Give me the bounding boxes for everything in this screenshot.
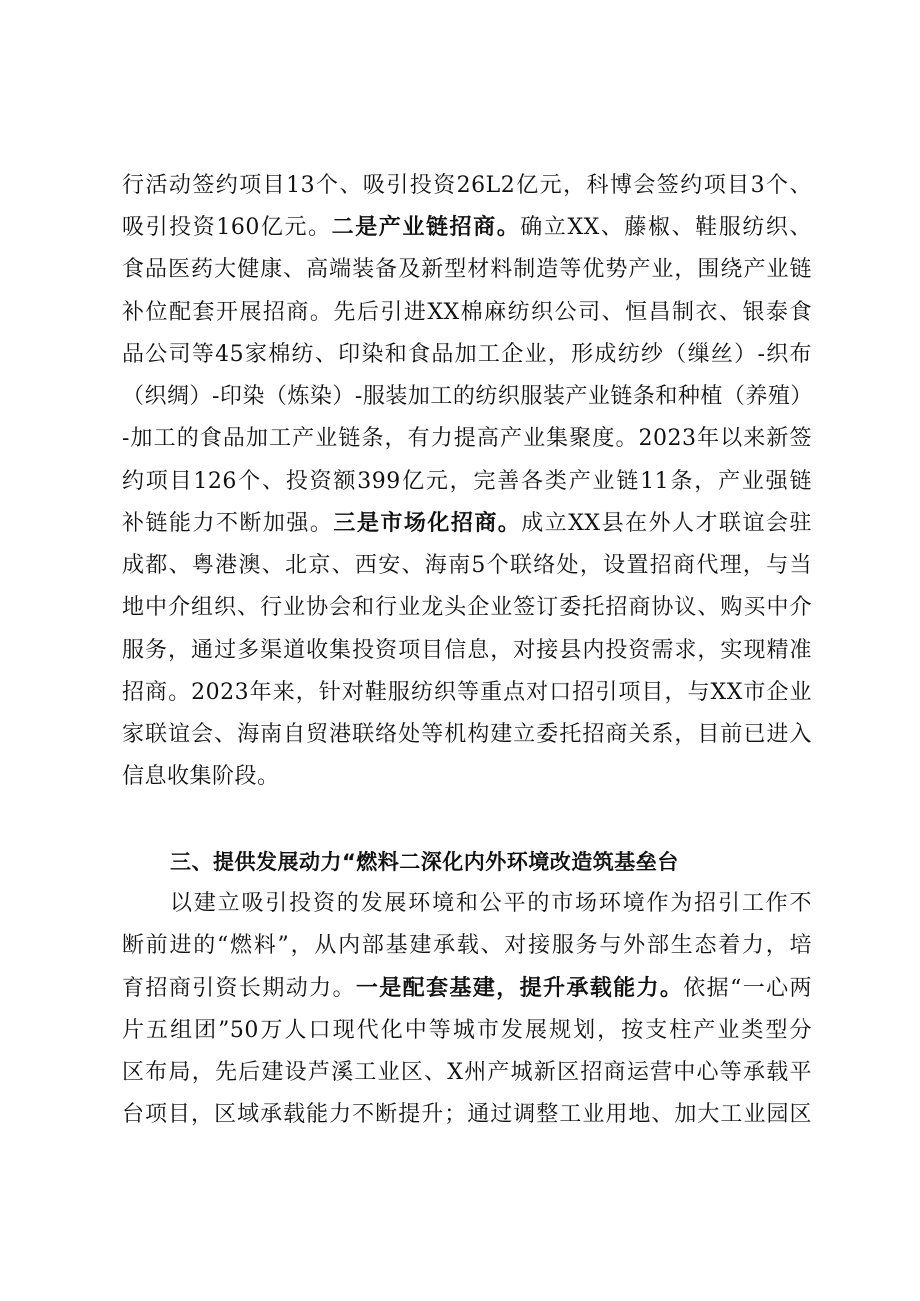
- paragraph-line: 台项目，区域承载能力不断提升；通过调整工业用地、加大工业园区: [122, 1102, 812, 1127]
- paragraph-line: 食品医药大健康、高端装备及新型材料制造等优势产业，围绕产业链: [122, 257, 812, 282]
- text-run: 成立XX县在外人才联谊会驻: [521, 511, 812, 536]
- paragraph-line: 成都、粤港澳、北京、西安、海南5个联络处，设置招商代理，与当: [122, 553, 812, 578]
- paragraph-line: 断前进的“燃料”，从内部基建承载、对接服务与外部生态着力，培: [122, 933, 812, 958]
- paragraph-line: 招商。2023年来，针对鞋服纺织等重点对口招引项目，与XX市企业: [122, 680, 812, 705]
- paragraph-line: [122, 208, 812, 248]
- bold-text-run: 三是市场化招商。: [333, 511, 522, 536]
- paragraph-line: 区布局，先后建设芦溪工业区、X州产城新区招商运营中心等承载平: [122, 1060, 812, 1085]
- paragraph-line: 服务，通过多渠道收集投资项目信息，对接县内投资需求，实现精准: [122, 638, 812, 663]
- paragraph-line: 地中介组织、行业协会和行业龙头企业签订委托招商协议、购买中介: [122, 595, 812, 620]
- paragraph-line: [122, 504, 812, 544]
- text-run: 育招商引资长期动力。: [122, 976, 356, 1001]
- paragraph-line: 约项目126个、投资额399亿元，完善各类产业链11条，产业强链: [122, 469, 812, 494]
- paragraph-line: -加工的食品加工产业链条，有力提高产业集聚度。2023年以来新签: [122, 426, 812, 451]
- paragraph-line: [122, 969, 812, 1009]
- paragraph-line: 补位配套开展招商。先后引进XX棉麻纺织公司、恒昌制衣、银泰食: [122, 300, 812, 325]
- paragraph-line: 以建立吸引投资的发展环境和公平的市场环境作为招引工作不: [170, 891, 812, 916]
- text-run: 依据“一心两: [683, 976, 812, 1001]
- paragraph-line: 行活动签约项目13个、吸引投资26L2亿元，科博会签约项目3个、: [122, 173, 812, 198]
- paragraph-line: 品公司等45家棉纺、印染和食品加工企业，形成纺纱（缫丝）-织布: [122, 342, 812, 367]
- text-run: 补链能力不断加强。: [122, 511, 334, 536]
- bold-text-run: 二是产业链招商。: [331, 215, 521, 240]
- section-heading: 三、提供发展动力“燃料二深化内外环境改造筑基垒台: [170, 850, 679, 874]
- paragraph-line: 片五组团”50万人口现代化中等城市发展规划，按支柱产业类型分: [122, 1018, 812, 1043]
- text-run: 确立XX、藤椒、鞋服纺织、: [520, 215, 812, 240]
- bold-text-run: 一是配套基建，提升承载能力。: [355, 976, 684, 1001]
- text-run: 吸引投资160亿元。: [122, 215, 332, 240]
- paragraph-line: 信息收集阶段。: [122, 764, 280, 789]
- paragraph-line: 家联谊会、海南自贸港联络处等机构建立委托招商关系，目前已进入: [122, 722, 812, 747]
- paragraph-line: （织绸）-印染（炼染）-服装加工的纺织服装产业链条和种植（养殖）: [122, 384, 813, 409]
